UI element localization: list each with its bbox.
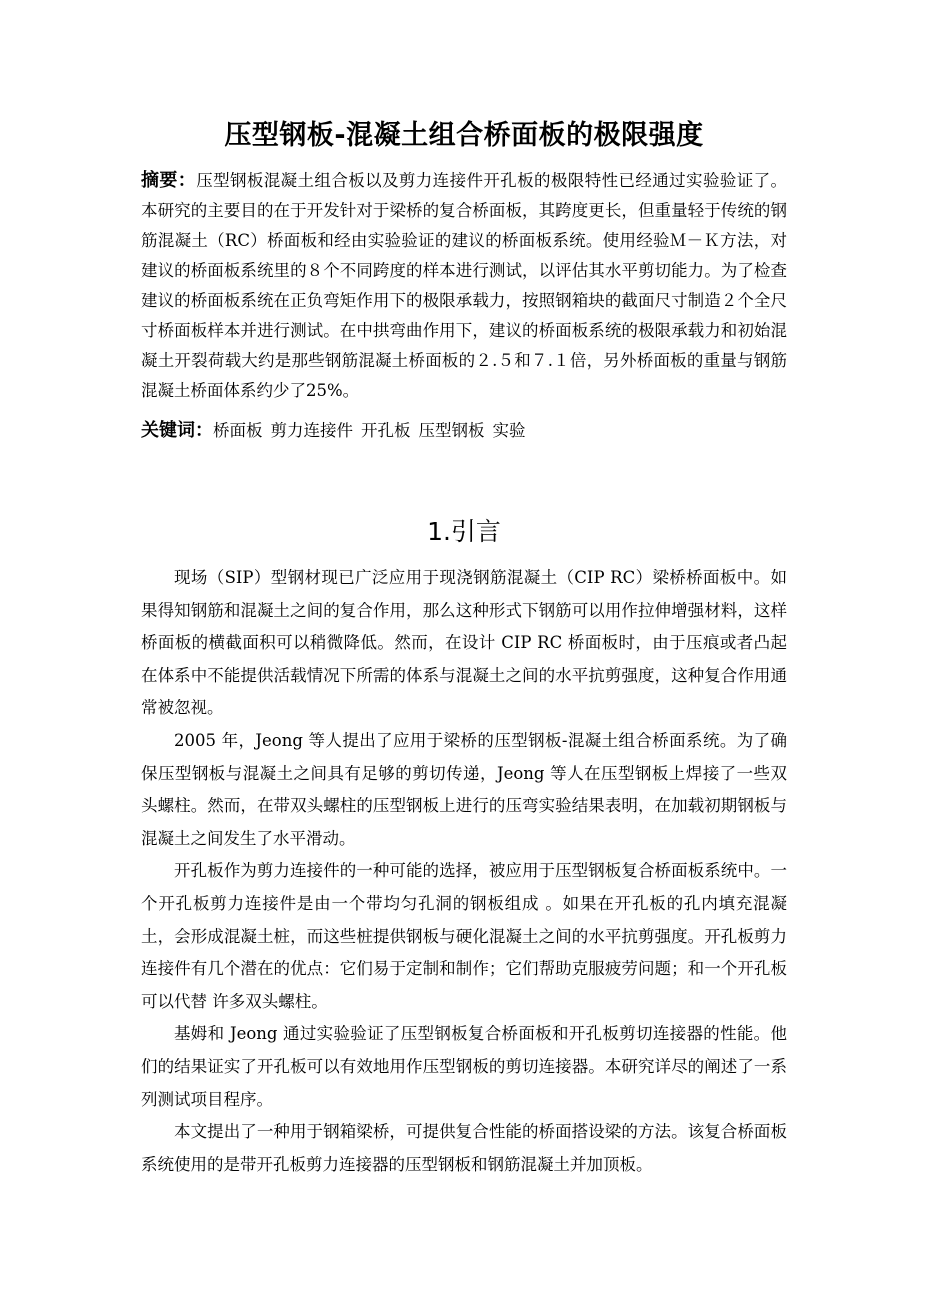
keyword: 实验 [492, 421, 526, 440]
keywords-label: 关键词： [141, 420, 213, 441]
abstract-label: 摘要： [141, 170, 197, 191]
paragraph: 本文提出了一种用于钢箱梁桥，可提供复合性能的桥面搭设梁的方法。该复合桥面板系统使用的是带开孔板剪力连接器的压型钢板和钢筋混凝土并加顶板。 [141, 1122, 787, 1174]
paper-title: 压型钢板-混凝土组合桥面板的极限强度 [224, 120, 704, 151]
keywords [141, 416, 787, 446]
keyword: 开孔板 [361, 421, 411, 440]
abstract [141, 166, 787, 406]
paragraph: 开孔板作为剪力连接件的一种可能的选择，被应用于压型钢板复合桥面板系统中。一个开孔板剪力连接件是由一个带均匀孔洞的钢板组成 。如果在开孔板的孔内填充混凝土，会形成混凝土桩，而这些桩提供钢板与硬化混凝土之间的水平抗剪强度。开孔板剪力连接件有几个潜在的优点：它们易于定制和制作；它们帮助克服疲劳问题；和一个开孔板可以代替 许多双头螺柱。 [141, 861, 787, 1011]
keyword: 压型钢板 [418, 421, 485, 440]
keyword: 剪力连接件 [270, 421, 353, 440]
paragraph: 现场（SIP）型钢材现已广泛应用于现浇钢筋混凝土（CIP RC）梁桥桥面板中。如果得知钢筋和混凝土之间的复合作用，那么这种形式下钢筋可以用作拉伸增强材料，这样桥面板的横截面积可以稍微降低。然而，在设计 CIP RC 桥面板时，由于压痕或者凸起在体系中不能提供活载情况下所需的体系与混凝土之间的水平抗剪强度，这种复合作用通常被忽视。 [141, 568, 787, 718]
section-heading: 1.引言 [427, 517, 501, 546]
abstract-text: 压型钢板混凝土组合板以及剪力连接件开孔板的极限特性已经通过实验验证了。本研究的主要目的在于开发针对于梁桥的复合桥面板，其跨度更长，但重量轻于传统的钢筋混凝土（RC）桥面板和经由实验验证的建议的桥面板系统。使用经验Ｍ－Ｋ方法，对建议的桥面板系统里的８个不同跨度的样本进行测试，以评估其水平剪切能力。为了检查建议的桥面板系统在正负弯矩作用下的极限承载力，按照钢箱块的截面尺寸制造２个全尺寸桥面板样本并进行测试。在中拱弯曲作用下，建议的桥面板系统的极限承载力和初始混凝土开裂荷载大约是那些钢筋混凝土桥面板的２.５和７.１倍，另外桥面板的重量与钢筋混凝土桥面体系约少了25%。 [141, 171, 788, 400]
document-page [141, 112, 787, 1181]
paragraph: 基姆和 Jeong 通过实验验证了压型钢板复合桥面板和开孔板剪切连接器的性能。他们的结果证实了开孔板可以有效地用作压型钢板的剪切连接器。本研究详尽的阐述了一系列测试项目程序。 [141, 1024, 787, 1109]
keyword: 桥面板 [213, 421, 263, 440]
paragraph: 2005 年，Jeong 等人提出了应用于梁桥的压型钢板-混凝土组合桥面系统。为了确保压型钢板与混凝土之间具有足够的剪切传递，Jeong 等人在压型钢板上焊接了一些双头螺柱。然而，在带双头螺柱的压型钢板上进行的压弯实验结果表明，在加载初期钢板与混凝土之间发生了水平滑动。 [141, 730, 787, 848]
